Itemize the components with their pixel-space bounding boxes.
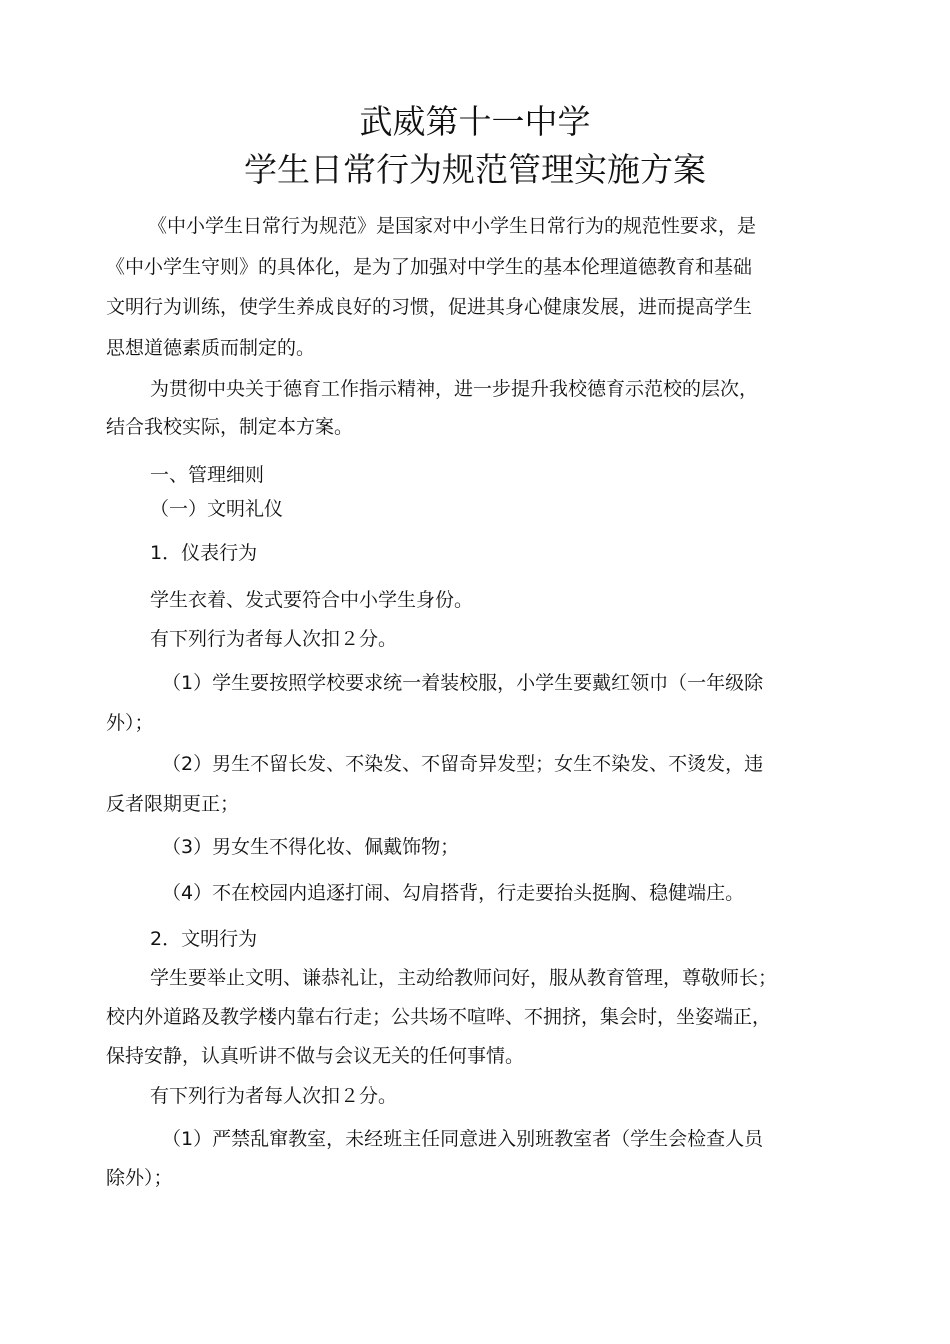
paragraph-purpose-line-2: 结合我校实际，制定本方案。 bbox=[106, 416, 354, 438]
paragraph-behavior-line-1: 学生要举止文明、谦恭礼让，主动给教师问好，服从教育管理，尊敬师长； bbox=[150, 967, 778, 989]
section-heading-management: 一、管理细则 bbox=[150, 464, 265, 486]
paragraph-intro-line-3: 文明行为训练，使学生养成良好的习惯，促进其身心健康发展，进而提高学生 bbox=[106, 296, 753, 318]
rule-2-line-1: （2）男生不留长发、不染发、不留奇异发型；女生不染发、不烫发，违 bbox=[162, 753, 764, 775]
paragraph-behavior-line-2: 校内外道路及教学楼内靠右行走；公共场不喧哗、不拥挤，集会时，坐姿端正， bbox=[106, 1006, 772, 1028]
subsection-heading-etiquette: （一）文明礼仪 bbox=[150, 498, 284, 520]
behavior-rule-1-line-2: 除外）； bbox=[106, 1167, 173, 1189]
paragraph-behavior-line-3: 保持安静，认真听讲不做与会议无关的任何事情。 bbox=[106, 1045, 525, 1067]
paragraph-penalty-2: 有下列行为者每人次扣２分。 bbox=[150, 1085, 398, 1107]
paragraph-intro-line-2: 《中小学生守则》的具体化，是为了加强对中学生的基本伦理道德教育和基础 bbox=[106, 256, 753, 278]
item-heading-appearance: 1．仪表行为 bbox=[150, 542, 258, 564]
rule-4: （4）不在校园内追逐打闹、勾肩搭背，行走要抬头挺胸、稳健端庄。 bbox=[162, 882, 745, 904]
rule-2-line-2: 反者限期更正； bbox=[106, 793, 240, 815]
item-heading-civilized-behavior: 2．文明行为 bbox=[150, 928, 258, 950]
document-title-school: 武威第十一中学 bbox=[359, 102, 591, 141]
document-title-plan: 学生日常行为规范管理实施方案 bbox=[244, 150, 706, 189]
rule-3: （3）男女生不得化妆、佩戴饰物； bbox=[162, 836, 460, 858]
behavior-rule-1-line-1: （1）严禁乱窜教室，未经班主任同意进入别班教室者（学生会检查人员 bbox=[162, 1128, 764, 1150]
paragraph-intro-line-1: 《中小学生日常行为规范》是国家对中小学生日常行为的规范性要求，是 bbox=[148, 215, 757, 237]
paragraph-intro-line-4: 思想道德素质而制定的。 bbox=[106, 337, 316, 359]
paragraph-purpose-line-1: 为贯彻中央关于德育工作指示精神，进一步提升我校德育示范校的层次， bbox=[150, 378, 759, 400]
rule-1-line-1: （1）学生要按照学校要求统一着装校服，小学生要戴红领巾（一年级除 bbox=[162, 672, 764, 694]
paragraph-penalty-1: 有下列行为者每人次扣２分。 bbox=[150, 628, 398, 650]
paragraph-appearance-rule: 学生衣着、发式要符合中小学生身份。 bbox=[150, 589, 474, 611]
rule-1-line-2: 外）； bbox=[106, 712, 154, 734]
